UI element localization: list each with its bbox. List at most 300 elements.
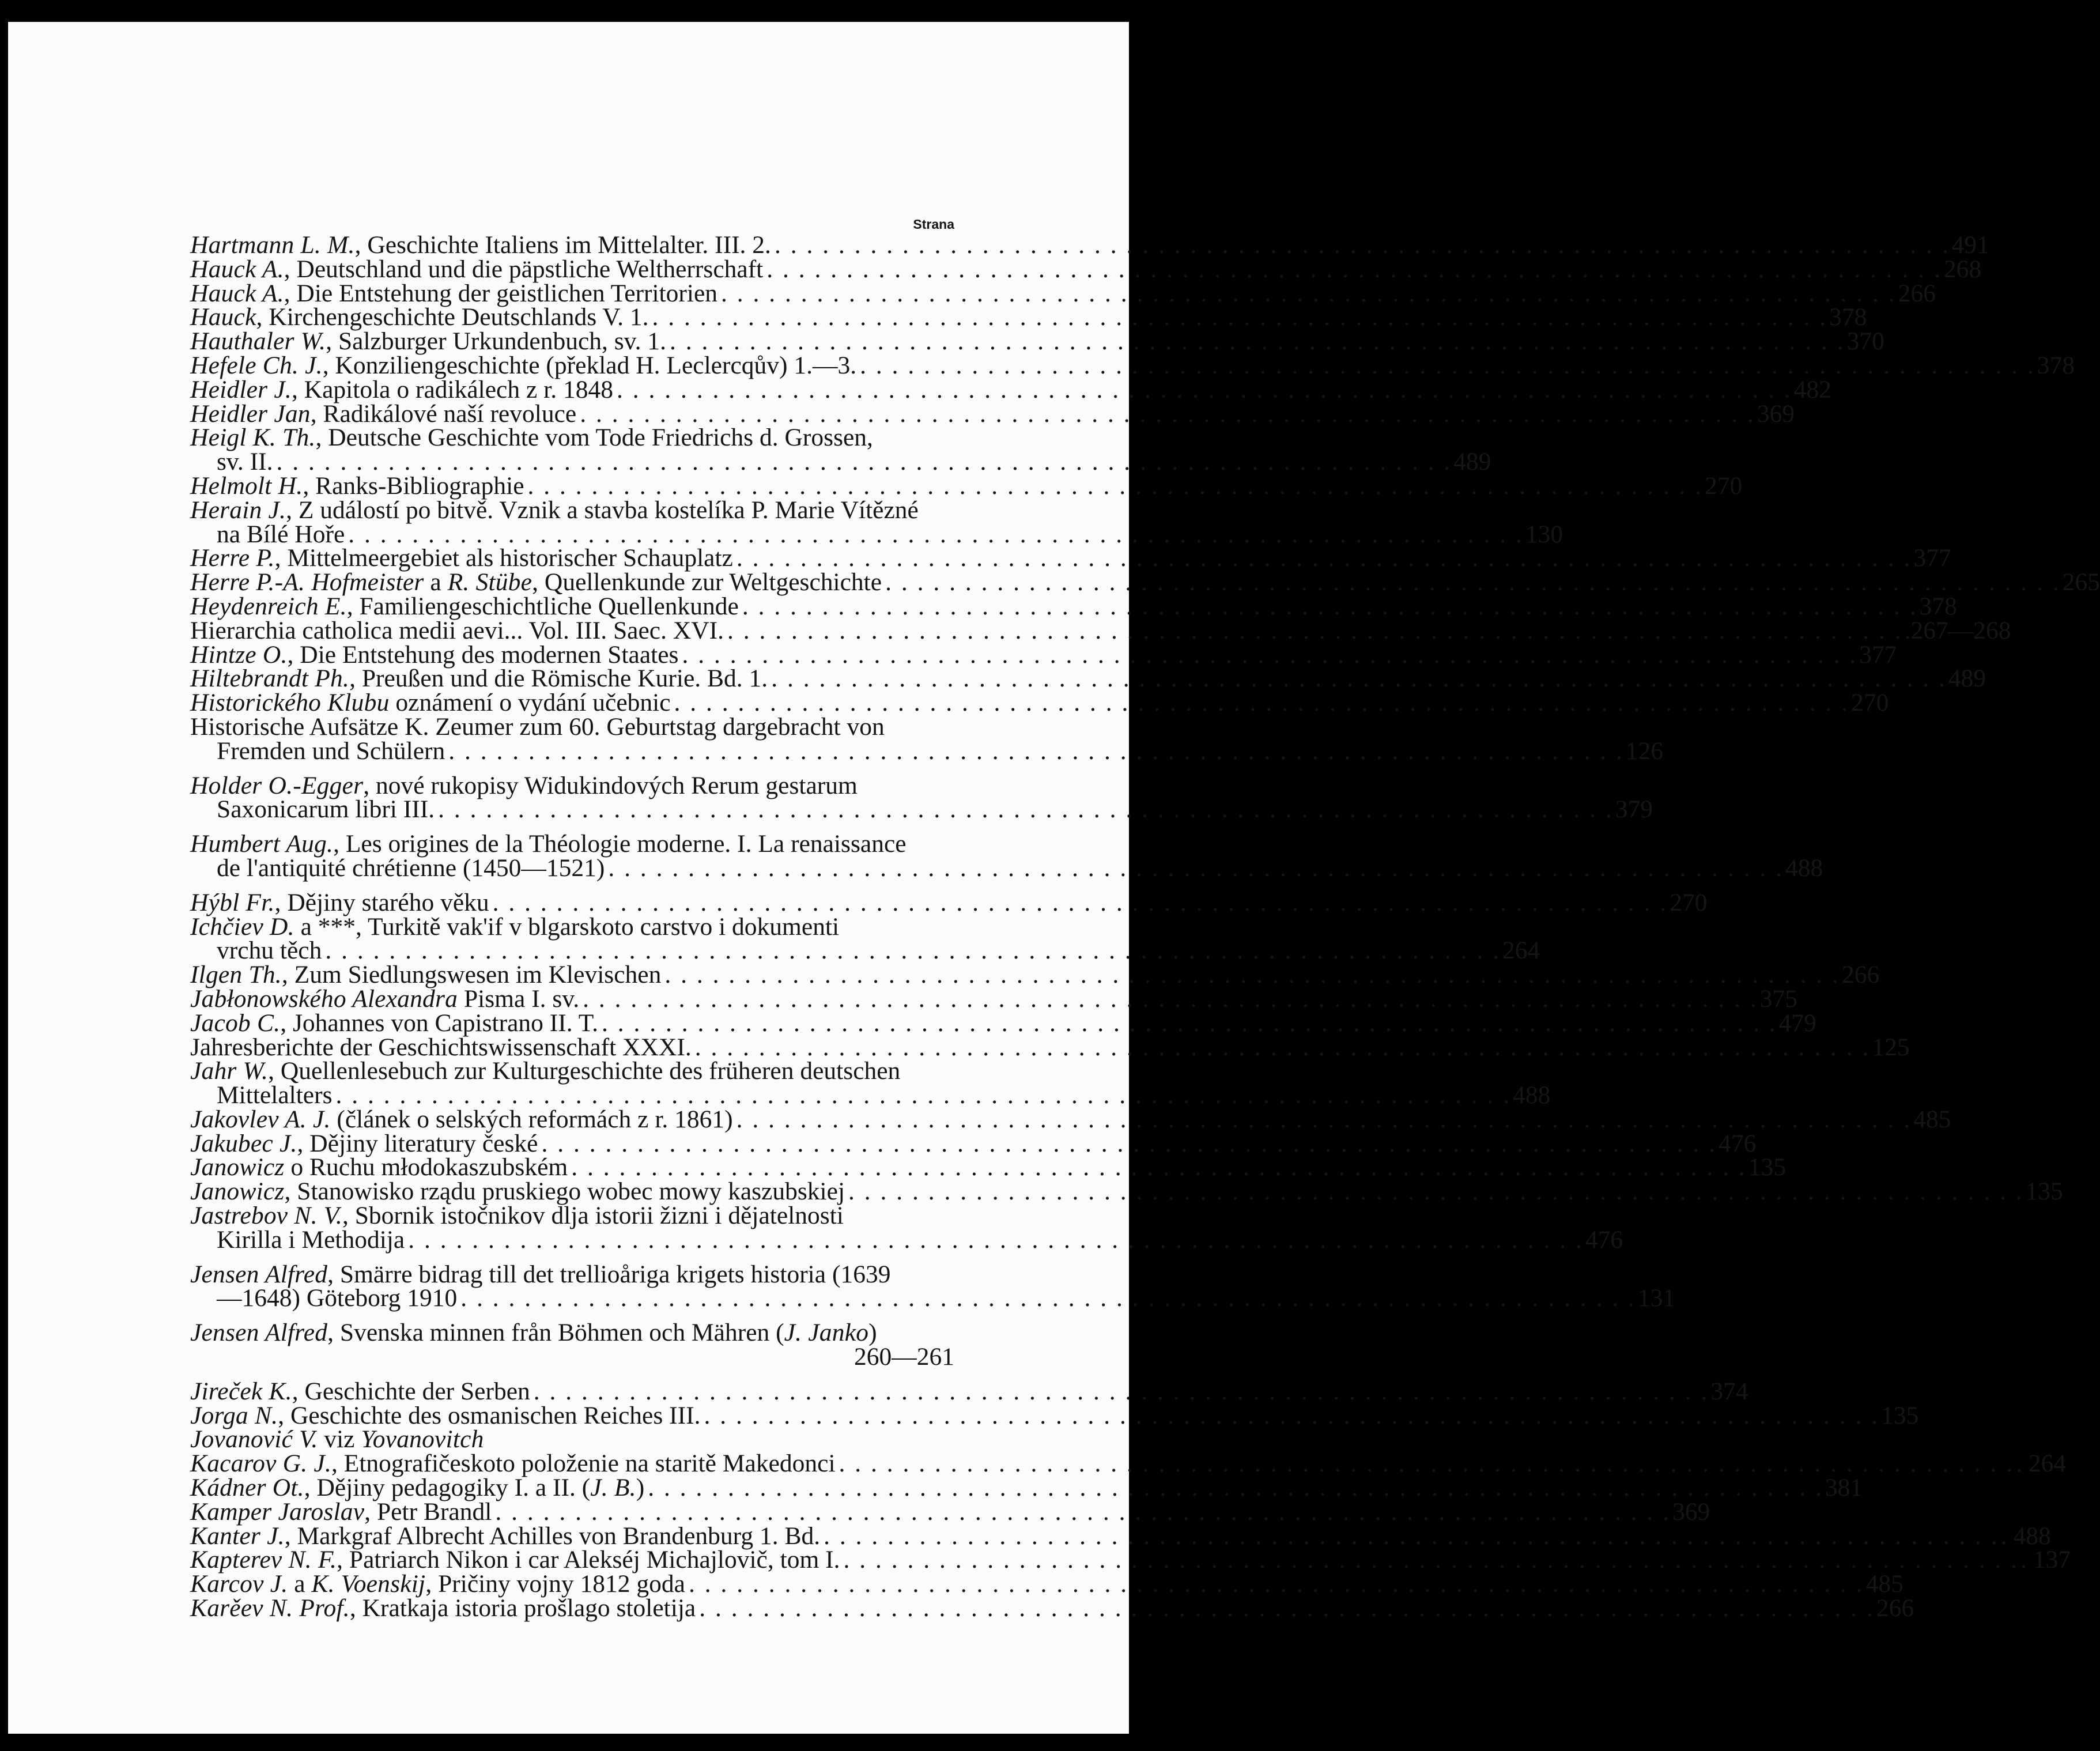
dot-leader (824, 1524, 1997, 1549)
entry-title-rest: ) (868, 1319, 877, 1347)
entry-text (217, 1286, 457, 1311)
dot-leader (664, 963, 1838, 987)
index-entry (190, 1425, 954, 1454)
entry-text (190, 888, 489, 916)
dot-leader (495, 1500, 1669, 1524)
entry-title: Historische Aufsätze K. Zeumer zum 60. Geburtstag dargebracht von (190, 712, 885, 741)
entry-text (190, 1401, 701, 1429)
entry-author: Humbert Aug. (190, 830, 334, 858)
dot-leader (348, 523, 1522, 547)
dot-leader (541, 1132, 1715, 1156)
page-number: 270 (1851, 689, 1889, 717)
dot-leader (860, 354, 2034, 378)
entry-title: , Z událostí po bitvě. Vznik a stavba kostelíka P. Marie Vítězné (286, 496, 919, 524)
entry-title: , Smärre bidrag till det trellioåriga krigets historia (1639 (327, 1260, 891, 1288)
page-number: 488 (1513, 1081, 1551, 1110)
entry-author: Jorga N. (190, 1401, 278, 1429)
entry-author: Janowicz (190, 1178, 285, 1206)
entry-text (190, 351, 857, 379)
entry-author: Ichčiev D. (190, 912, 294, 941)
index-entry (190, 231, 1989, 259)
entry-author: Jakovlev A. J. (190, 1105, 331, 1133)
page-number: . 264 (2016, 1450, 2067, 1478)
index-entry (190, 255, 1982, 283)
index-entry (190, 1105, 1951, 1133)
entry-line (190, 231, 1989, 259)
dot-leader (885, 571, 2059, 595)
entry-title: , Quellenlesebuch zur Kulturgeschichte des früheren deutschen (268, 1057, 901, 1085)
entry-text (190, 1260, 891, 1288)
entry-author: Herre P.-A. Hofmeister (190, 568, 424, 597)
entry-title: , nové rukopisy Widukindových Rerum gestarum (363, 771, 858, 799)
entry-author: Herain J. (190, 496, 286, 524)
entry-text (217, 1225, 405, 1254)
entry-author: Karěev N. Prof. (190, 1594, 350, 1622)
page-number: 370 (1846, 327, 1884, 356)
dot-leader (571, 1156, 1745, 1180)
index-entry (190, 689, 1889, 717)
index-entry (190, 568, 2100, 597)
entry-title: a (424, 568, 448, 597)
index-entry (190, 424, 1491, 476)
entry-title: , Ranks-Bibliographie (303, 471, 524, 500)
page-number: 479 (1778, 1009, 1816, 1037)
page-number: 476 (1718, 1129, 1757, 1157)
page-number: 270 (1705, 471, 1743, 500)
entry-title: , Geschichte Italiens im Mittelalter. III. 2. (354, 231, 771, 259)
page-number: 130 (1525, 520, 1563, 548)
index-entry (190, 912, 1540, 965)
page-number: .267—268 (1904, 616, 2011, 644)
entry-title-rest: , Pričiny vojny 1812 goda (425, 1570, 685, 1598)
entry-line (190, 255, 1982, 283)
page-column-label: Strana (913, 217, 954, 232)
entry-title: , Dějiny starého věku (274, 888, 489, 916)
dot-leader (704, 1404, 1878, 1428)
index-entry (190, 1546, 2071, 1574)
dot-leader (727, 619, 1901, 643)
entry-line (190, 544, 1951, 572)
entry-title: , Stanowisko rządu pruskiego wobec mowy kaszubskiej (284, 1178, 845, 1206)
entry-line (190, 1570, 1903, 1598)
entry-text (190, 1153, 568, 1182)
dot-leader (648, 1476, 1822, 1500)
entry-title: , Etnografičeskoto položenie na staritě Makedonci (331, 1450, 836, 1478)
dot-leader (699, 1597, 1873, 1621)
index-entry (190, 1057, 1551, 1110)
entry-line (190, 771, 954, 799)
page-number: 374 (1710, 1377, 1748, 1405)
index-entry (190, 1401, 1919, 1429)
index-entry (190, 712, 1664, 765)
entry-line (190, 640, 1897, 669)
entry-title: , Radikálové naší revoluce (310, 399, 577, 428)
entry-text (190, 912, 840, 941)
page-number: 135 (1881, 1401, 1919, 1429)
index-entry (190, 1522, 2051, 1550)
entry-title: (článek o selských reformách z r. 1861) (330, 1105, 733, 1133)
dot-leader (674, 691, 1848, 715)
entry-title: , Dějiny literatury české (297, 1129, 538, 1157)
book-page (8, 22, 2100, 1734)
entry-line (190, 1260, 954, 1288)
index-entry (190, 1450, 2067, 1478)
entry-continuation-line (190, 1081, 1551, 1110)
page-number: 476 (1585, 1225, 1623, 1254)
entry-author: Hauck A. (190, 279, 284, 307)
entry-continuation-line (190, 1284, 1676, 1312)
entry-text (190, 375, 614, 403)
entry-line (190, 888, 1708, 916)
entry-text (190, 616, 724, 644)
dot-leader (742, 595, 1916, 619)
entry-text (190, 712, 885, 741)
index-entry (190, 351, 2075, 379)
page-number: 377 (1913, 544, 1951, 572)
dot-leader (775, 233, 1948, 258)
index-entry (190, 496, 1563, 548)
entry-title: , Die Entstehung des modernen Staates (287, 640, 679, 669)
entry-coauthor: J. B. (590, 1474, 636, 1502)
entry-author: Jacob C. (190, 1009, 281, 1037)
entry-title: , Patriarch Nikon i car Alekséj Michajlovič, tom I. (337, 1546, 840, 1574)
entry-text (190, 1377, 530, 1405)
entry-text (190, 1321, 877, 1345)
entry-line (190, 832, 954, 856)
entry-title: na Bílé Hoře (217, 520, 345, 548)
entry-title: , Johannes von Capistrano II. T. (280, 1009, 598, 1037)
dot-leader (325, 939, 1499, 963)
entry-line (190, 327, 1884, 356)
page-number: 379 (1615, 795, 1653, 824)
dot-leader (839, 1452, 2013, 1476)
entry-line (190, 279, 1936, 307)
entry-title: , Salzburger Urkundenbuch, sv. 1. (326, 327, 666, 356)
entry-line (190, 375, 1831, 403)
entry-author: Heidler Jan (190, 399, 311, 428)
entry-text (190, 1594, 696, 1622)
entry-line (190, 471, 1743, 500)
entry-author: Kacarov G. J. (190, 1450, 332, 1478)
index-entry (190, 640, 1897, 669)
entry-coauthor: Yovanovitch (361, 1425, 484, 1454)
page-number: 491 (1951, 231, 1989, 259)
page-number: 482 (1793, 375, 1831, 403)
entry-title: vrchu těch (217, 937, 322, 965)
entry-title: a (288, 1570, 312, 1598)
page-number: 488 (1785, 854, 1823, 882)
entry-title-rest: , Quellenkunde zur Weltgeschichte (532, 568, 882, 597)
index-entry (190, 1377, 1748, 1405)
entry-line (190, 1178, 2063, 1206)
index-entry (190, 984, 1798, 1013)
entry-coauthor: K. Voenskij (311, 1570, 426, 1598)
page-number: . 488 (2000, 1522, 2051, 1550)
index-entry (190, 830, 1823, 882)
entry-title: , Dějiny pedagogiky I. a II. ( (304, 1474, 591, 1502)
index-entry (190, 1570, 1903, 1598)
entry-author: Kapterev N. F. (190, 1546, 337, 1574)
entry-title: , Deutsche Geschichte vom Tode Friedrichs d. Grossen, (315, 424, 873, 452)
entry-text (217, 795, 435, 824)
page-number: 126 (1625, 737, 1664, 765)
entry-title: , Deutschland und die päpstliche Weltherrschaft (284, 255, 764, 283)
page-number: 485 (1913, 1105, 1951, 1133)
entry-title: , Zum Siedlungswesen im Klevischen (281, 961, 662, 989)
entry-text (190, 1009, 598, 1037)
entry-continuation-line (190, 520, 1563, 548)
entry-text (190, 1572, 685, 1597)
page-number: 378 (1829, 303, 1867, 331)
entry-title: de l'antiquité chrétienne (1450—1521) (217, 854, 605, 882)
entry-line (190, 592, 1957, 620)
entry-text (190, 1548, 840, 1572)
entry-text (190, 1033, 692, 1061)
entry-author: Jahr W. (190, 1057, 269, 1085)
page-number: 381 (1825, 1474, 1863, 1502)
entry-title: Fremden und Schülern (217, 737, 445, 765)
entry-author: Holder O.-Egger (190, 771, 364, 799)
entry-line (190, 1153, 1786, 1182)
entry-line (190, 1059, 954, 1084)
entry-author: Hauck A. (190, 255, 284, 283)
entry-title: o Ruchu młodokaszubském (284, 1153, 568, 1182)
entry-line (190, 1321, 954, 1345)
dot-leader (528, 474, 1702, 499)
entry-title: , Svenska minnen från Böhmen och Mähren ( (327, 1319, 784, 1347)
entry-title-rest: ) (636, 1474, 645, 1502)
entry-text (190, 568, 882, 597)
entry-text (190, 1204, 844, 1228)
index-entry (190, 471, 1743, 500)
entry-text (190, 592, 739, 620)
index-entry (190, 1321, 954, 1369)
entry-text (190, 1497, 492, 1526)
page-number: 270 (1670, 888, 1708, 916)
index-entry (190, 1178, 2063, 1206)
page-number: 260—261 (854, 1343, 954, 1371)
entry-author: Jensen Alfred (190, 1319, 328, 1347)
entry-title: , Markgraf Albrecht Achilles von Brandenburg 1. Bd. (284, 1522, 821, 1550)
index-entry (190, 1497, 1710, 1526)
entry-author: Jastrebov N. V. (190, 1202, 342, 1230)
entry-title: Hierarchia catholica medii aevi... Vol. III. Saec. XVI. (190, 616, 724, 644)
entry-line (190, 496, 954, 524)
entry-author: Jakubec J. (190, 1129, 297, 1157)
entry-coauthor: R. Stübe (447, 568, 532, 597)
dot-leader (617, 378, 1791, 402)
page-number: . 137 (2020, 1546, 2071, 1574)
index-entry (190, 592, 1957, 620)
entry-author: Kádner Ot. (190, 1474, 304, 1502)
entry-continuation-line (190, 795, 1653, 824)
dot-leader (670, 330, 1844, 354)
entry-line (190, 1546, 2071, 1574)
index-entry (190, 961, 1880, 989)
dot-leader (695, 1036, 1869, 1060)
entry-text (190, 1452, 836, 1476)
entry-text (190, 279, 718, 307)
entry-line (190, 351, 2075, 379)
entry-text (190, 426, 873, 450)
dot-leader (652, 305, 1826, 330)
dot-leader (460, 1286, 1634, 1311)
entry-author: Hauck (190, 303, 256, 331)
entry-line (190, 1450, 2067, 1478)
entry-title: a ***, Turkitě vak'if v blgarskoto carstvo i dokumenti (294, 912, 840, 941)
dot-leader (602, 1012, 1776, 1036)
entry-line (190, 303, 1867, 331)
entry-author: Janowicz (190, 1153, 285, 1182)
index-entry (190, 1009, 1816, 1037)
entry-author: Kanter J. (190, 1522, 285, 1550)
entry-author: Hýbl Fr. (190, 888, 275, 916)
entry-text (217, 739, 445, 764)
entry-coauthor: J. Janko (784, 1319, 869, 1347)
page-number: 266 (1841, 961, 1880, 989)
entry-title: Saxonicarum libri III. (217, 795, 435, 824)
entry-author: Herre P. (190, 544, 275, 572)
entry-title: Jahresberichte der Geschichtswissenschaft XXXI. (190, 1033, 692, 1061)
entry-continuation-line (190, 448, 1491, 476)
index-entry (190, 399, 1795, 428)
entry-continuation-line (190, 854, 1823, 882)
entry-author: Helmolt H. (190, 471, 303, 500)
page-number: 369 (1672, 1497, 1710, 1526)
entry-line (190, 712, 954, 741)
index-entry (190, 1202, 1623, 1254)
entry-title: viz (318, 1425, 361, 1454)
entry-text (190, 305, 648, 330)
index-entry (190, 303, 1867, 331)
entry-author: Hiltebrandt Ph. (190, 665, 350, 693)
index-list (190, 215, 2100, 1622)
entry-line (190, 399, 1795, 428)
page-number: 268 (1943, 255, 1982, 283)
entry-author: Historického Klubu (190, 689, 390, 717)
entry-line (190, 961, 1880, 989)
page-number: 131 (1637, 1284, 1676, 1312)
entry-text (190, 255, 764, 283)
page-number: 369 (1757, 399, 1795, 428)
page-number: 489 (1948, 665, 1986, 693)
page-number: 265 (2062, 568, 2100, 597)
entry-author: Karcov J. (190, 1570, 288, 1598)
entry-text (190, 399, 577, 428)
entry-author: Hartmann L. M. (190, 231, 355, 259)
entry-title: , Les origines de la Théologie moderne. I. La renaissance (333, 830, 907, 858)
entry-author: Hintze O. (190, 640, 288, 669)
entry-line (190, 1204, 954, 1228)
index-entry (190, 888, 1708, 916)
entry-text (190, 471, 524, 500)
index-entry (190, 1474, 1863, 1502)
entry-title: , Petr Brandl (364, 1497, 492, 1526)
entry-line (190, 1377, 1748, 1405)
entry-line (190, 1425, 954, 1454)
entry-text (190, 546, 733, 571)
entry-line (190, 1401, 1919, 1429)
dot-leader (844, 1548, 2018, 1572)
entry-text (190, 1476, 644, 1500)
dot-leader (682, 643, 1856, 667)
dot-leader (736, 546, 1910, 571)
entry-text (190, 1180, 845, 1204)
dot-leader (689, 1572, 1863, 1597)
page-number: 264 (1502, 937, 1540, 965)
dot-leader (336, 1084, 1510, 1108)
entry-line (190, 1522, 2051, 1550)
entry-title: , Kratkaja istoria prošlago stoletija (349, 1594, 696, 1622)
entry-title: Pisma I. sv. (458, 984, 580, 1013)
entry-author: Jireček K. (190, 1377, 292, 1405)
dot-leader (580, 402, 1754, 427)
page-number: 375 (1759, 984, 1798, 1013)
index-entry (190, 375, 1831, 403)
index-entry (190, 1153, 1786, 1182)
entry-continuation-line (190, 937, 1540, 965)
index-entry (190, 1129, 1757, 1157)
dot-leader (608, 856, 1782, 881)
dot-leader (408, 1228, 1582, 1252)
entry-text (190, 963, 661, 987)
page-number: 378 (1919, 592, 1957, 620)
entry-text (190, 691, 671, 715)
entry-text (190, 1129, 538, 1157)
page-number: 378 (2037, 351, 2075, 379)
entry-title: —1648) Göteborg 1910 (217, 1284, 458, 1312)
page-number: 489 (1453, 448, 1491, 476)
entry-author: Jensen Alfred (190, 1260, 328, 1288)
entry-title: , Mittelmeergebiet als historischer Schauplatz (274, 544, 733, 572)
entry-title: , Preußen und die Römische Kurie. Bd. 1. (349, 665, 768, 693)
entry-line (190, 689, 1889, 717)
entry-author: Kamper Jaroslav (190, 1497, 365, 1526)
entry-line (190, 912, 954, 941)
dot-leader (766, 258, 1940, 282)
entry-continuation-line (190, 737, 1664, 765)
entry-author: Ilgen Th. (190, 961, 282, 989)
index-entry (190, 665, 1986, 693)
entry-text (190, 1524, 820, 1549)
page-number: 266 (1898, 279, 1936, 307)
entry-title: , Kirchengeschichte Deutschlands V. 1. (256, 303, 649, 331)
index-entry (190, 1033, 1910, 1061)
entry-text (217, 520, 345, 548)
entry-title: sv. II. (217, 448, 273, 476)
dot-leader (438, 798, 1612, 822)
entry-text (217, 939, 322, 963)
entry-title: , Familiengeschichtliche Quellenkunde (346, 592, 739, 620)
dot-leader (448, 739, 1622, 764)
entry-title: Kirilla i Methodija (217, 1225, 405, 1254)
index-entry (190, 1594, 1914, 1622)
entry-line (190, 665, 1986, 693)
entry-author: Hefele Ch. J. (190, 351, 323, 379)
page-number: 485 (1865, 1570, 1903, 1598)
entry-text (190, 832, 907, 856)
entry-line (190, 1009, 1816, 1037)
entry-title: oznámení o vydání učebnic (389, 689, 671, 717)
entry-title: , Kapitola o radikálech z r. 1848 (291, 375, 614, 403)
entry-text (190, 496, 919, 524)
dot-leader (493, 891, 1667, 915)
entry-text (217, 1081, 333, 1110)
entry-text (190, 1425, 484, 1454)
entry-author: Jovanović V. (190, 1425, 318, 1454)
entry-author: Hauthaler W. (190, 327, 326, 356)
page-number: 135 (1748, 1153, 1786, 1182)
